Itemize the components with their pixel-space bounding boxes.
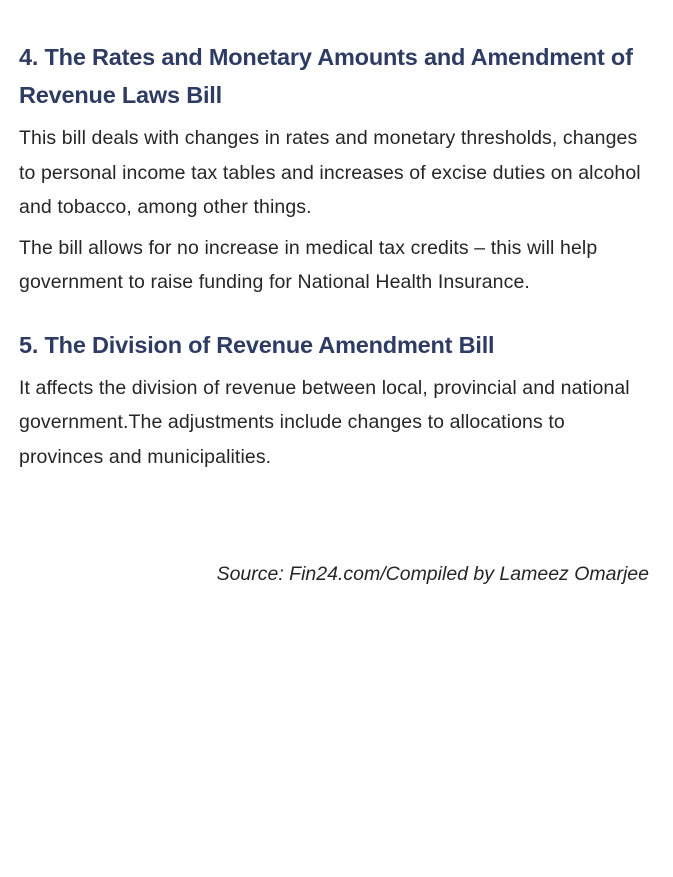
article-body [19,38,654,474]
section-title: 5. The Division of Revenue Amendment Bill [19,331,495,358]
section-rates-bill [19,38,654,300]
section-division-bill [19,326,654,475]
paragraph: It affects the division of revenue between local, provincial and national government.The adjustments include changes to allocations to provinces and municipalities. [19,376,630,468]
paragraph: The bill allows for no increase in medical tax credits – this will help government to raise funding for National Health Insurance. [19,236,598,293]
paragraph: This bill deals with changes in rates and monetary thresholds, changes to personal income tax tables and increases of excise duties on alcohol and tobacco, among other things. [19,127,641,218]
source-credit: Source: Fin24.com/Compiled by Lameez Omarjee [216,563,649,585]
section-title: 4. The Rates and Monetary Amounts and Amendment of Revenue Laws Bill [19,44,633,108]
